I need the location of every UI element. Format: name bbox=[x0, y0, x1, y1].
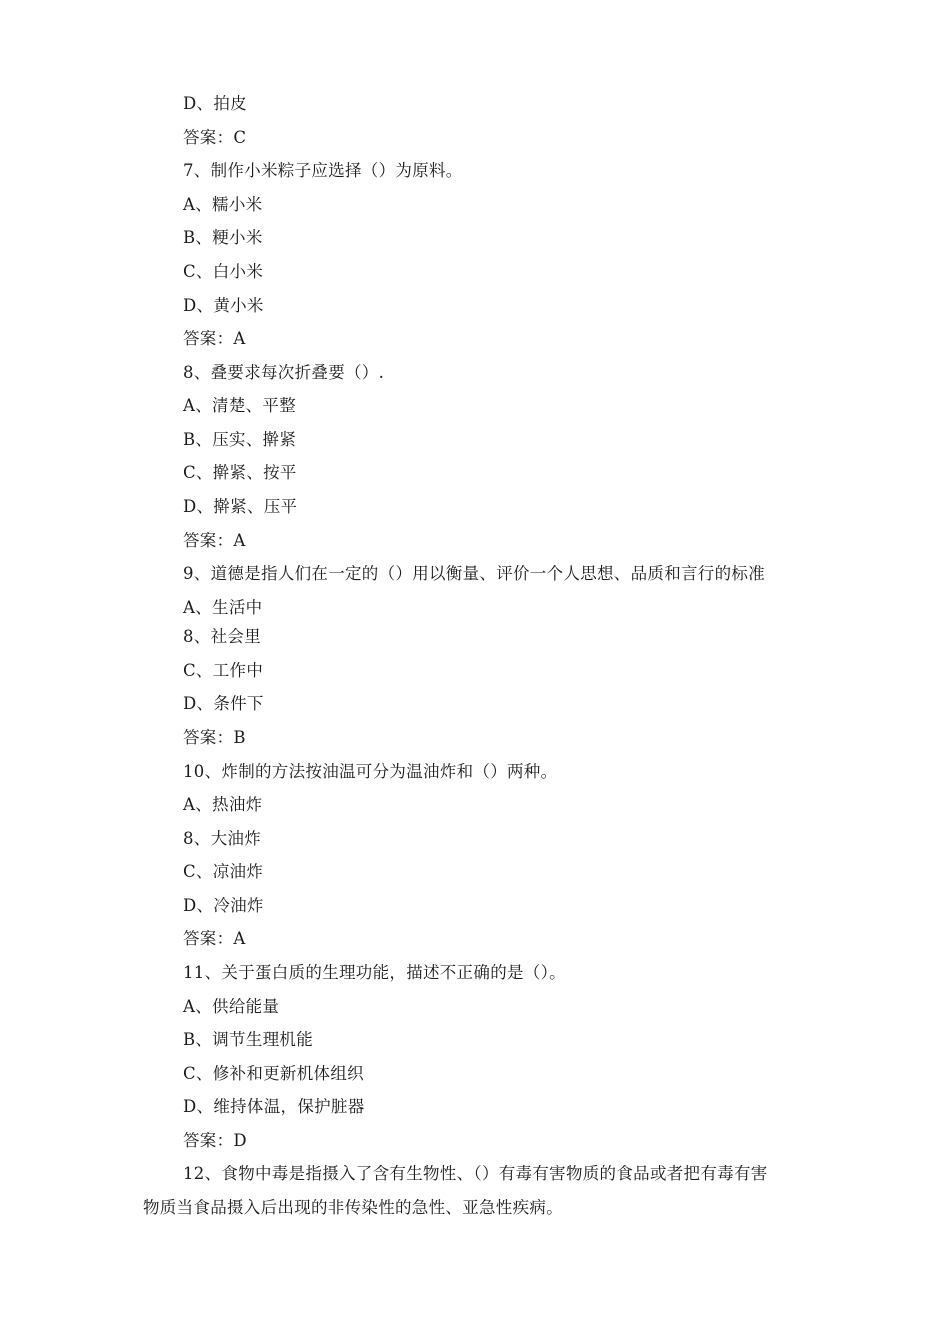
option-a-q7: A、糯小米 bbox=[183, 195, 263, 214]
option-a-q11: A、供给能量 bbox=[183, 997, 280, 1016]
question-12: 12、食物中毒是指摄入了含有生物性、（）有毒有害物质的食品或者把有毒有害 bbox=[183, 1164, 768, 1183]
question-7: 7、制作小米粽子应选择（）为原料。 bbox=[183, 161, 463, 180]
question-12-continued: 物质当食品摄入后出现的非传染性的急性、亚急性疾病。 bbox=[143, 1198, 563, 1217]
option-c-q10: C、凉油炸 bbox=[183, 862, 264, 881]
question-10: 10、炸制的方法按油温可分为温油炸和（）两种。 bbox=[183, 762, 558, 781]
option-d-q6: D、拍皮 bbox=[183, 94, 247, 113]
answer-q9: 答案：B bbox=[183, 728, 246, 747]
option-a-q8: A、清楚、平整 bbox=[183, 396, 297, 415]
option-c-q7: C、白小米 bbox=[183, 262, 264, 281]
option-c-q11: C、修补和更新机体组织 bbox=[183, 1064, 364, 1083]
option-d-q7: D、黄小米 bbox=[183, 296, 264, 315]
answer-q8: 答案：A bbox=[183, 531, 246, 550]
answer-q11: 答案：D bbox=[183, 1131, 247, 1150]
option-b-q11: B、调节生理机能 bbox=[183, 1030, 314, 1049]
option-d-q9: D、条件下 bbox=[183, 694, 264, 713]
question-11: 11、关于蛋白质的生理功能，描述不正确的是（）。 bbox=[183, 963, 566, 982]
question-8: 8、叠要求每次折叠要（）. bbox=[183, 363, 385, 382]
option-d-q11: D、维持体温，保护脏器 bbox=[183, 1097, 365, 1116]
option-b-q7: B、粳小米 bbox=[183, 228, 263, 247]
answer-q6: 答案：C bbox=[183, 128, 247, 147]
option-b-q9: 8、社会里 bbox=[183, 627, 261, 646]
option-d-q8: D、擀紧、压平 bbox=[183, 497, 298, 516]
option-c-q8: C、擀紧、按平 bbox=[183, 463, 297, 482]
question-9: 9、道德是指人们在一定的（）用以衡量、评价一个人思想、品质和言行的标准 bbox=[183, 564, 765, 583]
answer-q7: 答案：A bbox=[183, 329, 246, 348]
answer-q10: 答案：A bbox=[183, 929, 246, 948]
option-c-q9: C、工作中 bbox=[183, 661, 264, 680]
option-d-q10: D、冷油炸 bbox=[183, 896, 264, 915]
option-a-q10: A、热油炸 bbox=[183, 795, 263, 814]
option-a-q9: A、生活中 bbox=[183, 598, 263, 617]
option-b-q10: 8、大油炸 bbox=[183, 829, 261, 848]
option-b-q8: B、压实、擀紧 bbox=[183, 430, 297, 449]
